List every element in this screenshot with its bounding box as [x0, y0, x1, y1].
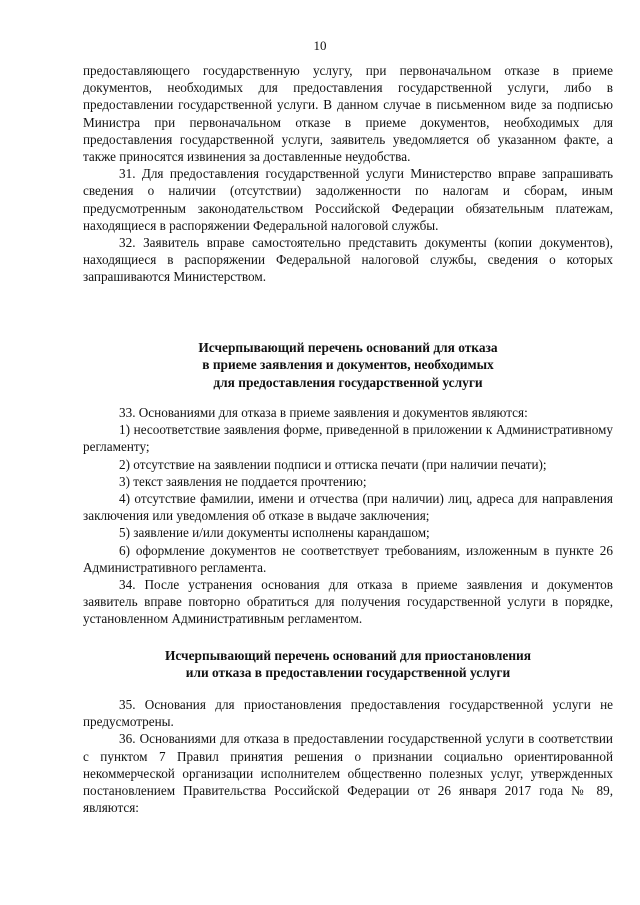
heading-line: Исчерпывающий перечень оснований для приостановления	[164, 648, 532, 663]
list-item-2: 2) отсутствие на заявлении подписи и оттиска печати (при наличии печати);	[119, 456, 547, 472]
text-block-bottom	[83, 696, 613, 816]
heading-suspension-refusal	[83, 647, 613, 682]
list-item-5: 5) заявление и/или документы исполнены карандашом;	[119, 525, 430, 541]
page-number: 10	[313, 38, 327, 53]
paragraph-32: 32. Заявитель вправе самостоятельно представить документы (копии документов), находящиеся в распоряжении Федеральной налоговой службы, сведения о которых запрашиваются Министерством.	[83, 235, 613, 285]
text-block-middle	[83, 404, 613, 628]
paragraph-34: 34. После устранения основания для отказа в приеме заявления и документов заявитель вправе повторно обратиться для получения государственной услуги в порядке, установленном Административным регламентом.	[83, 577, 613, 627]
paragraph-30-continuation: предоставляющего государственную услугу, при первоначальном отказе в приеме документов, необходимых для предоставления государственной услуги, либо в предоставлении государственной услуги. В данном случае в письменном виде за подписью Министра при первоначальном отказе в приеме документов, необходимых для предоставления государственной услуги, заявитель уведомляется об указанном факте, а также приносятся извинения за доставленные неудобства.	[83, 63, 613, 165]
heading-refusal-acceptance	[83, 339, 613, 391]
heading-line: в приеме заявления и документов, необходимых	[202, 357, 494, 373]
heading-line: Исчерпывающий перечень оснований для отказа	[198, 340, 498, 355]
list-item-1: 1) несоответствие заявления форме, приведенной в приложении к Административному регламенту;	[83, 422, 613, 455]
paragraph-36: 36. Основаниями для отказа в предоставлении государственной услуги в соответствии с пунктом 7 Правил принятия решения о признании социально ориентированной некоммерческой организации исполнителем общественно полезных услуг, утвержденных постановлением Правительства Российской Федерации от 26 января 2017 года № 89, являются:	[83, 731, 613, 816]
text-block-top	[83, 62, 613, 286]
list-item-3: 3) текст заявления не поддается прочтению;	[119, 473, 367, 489]
paragraph-31: 31. Для предоставления государственной услуги Министерство вправе запрашивать сведения о наличии (отсутствии) задолженности по налогам и сборам, иным предусмотренным законодательством Российской Федерации обязательным платежам, находящиеся в распоряжении Федеральной налоговой службы.	[83, 166, 613, 233]
heading-line: или отказа в предоставлении государственной услуги	[185, 665, 511, 681]
heading-line: для предоставления государственной услуги	[213, 374, 483, 390]
list-item-6: 6) оформление документов не соответствует требованиям, изложенным в пункте 26 Административного регламента.	[83, 542, 613, 575]
list-item-4: 4) отсутствие фамилии, имени и отчества (при наличии) лиц, адреса для направления заключения или уведомления об отказе в выдаче заключения;	[83, 491, 613, 524]
paragraph-35: 35. Основания для приостановления предоставления государственной услуги не предусмотрены.	[83, 697, 613, 730]
paragraph-33: 33. Основаниями для отказа в приеме заявления и документов являются:	[119, 405, 528, 420]
